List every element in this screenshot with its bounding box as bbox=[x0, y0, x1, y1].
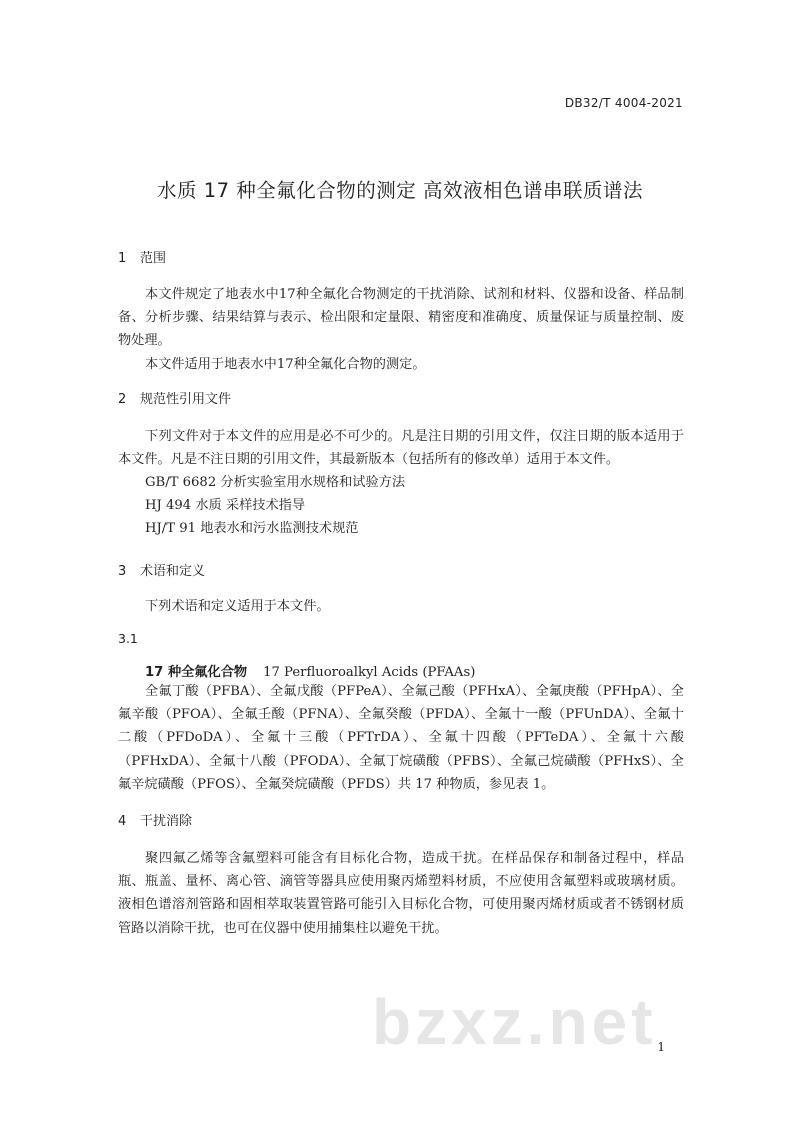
paragraph: 全氟丁酸（PFBA）、全氟戊酸（PFPeA）、全氟己酸（PFHxA）、全氟庚酸（PFHpA）、全氟辛酸（PFOA）、全氟壬酸（PFNA）、全氟癸酸（PFDA）、全氟十一酸（PFUnDA）、全氟十二酸（PFDoDA）、全氟十三酸（PFTrDA）、全氟十四酸（PFTeDA）、全氟十六酸（PFHxDA）、全氟十八酸（PFODA）、全氟丁烷磺酸（PFBS）、全氟己烷磺酸（PFHxS）、全氟辛烷磺酸（PFOS）、全氟癸烷磺酸（PFDS）共 17 种物质，参见表 1。 bbox=[118, 684, 684, 792]
section-4-heading bbox=[118, 810, 192, 829]
section-title: 干扰消除 bbox=[140, 814, 193, 829]
section-1-body bbox=[118, 283, 684, 376]
section-2-heading bbox=[118, 388, 231, 407]
section-3-heading bbox=[118, 560, 205, 579]
reference-list bbox=[145, 471, 405, 541]
section-1-heading bbox=[118, 247, 166, 266]
standard-number: DB32/T 4004-2021 bbox=[564, 96, 683, 110]
reference-item: HJ/T 91 地表水和污水监测技术规范 bbox=[145, 521, 359, 537]
term-number: 3.1 bbox=[118, 631, 138, 646]
section-number: 3 bbox=[118, 564, 127, 579]
page-number: 1 bbox=[657, 1040, 665, 1054]
section-number: 4 bbox=[118, 814, 127, 829]
paragraph: 聚四氟乙烯等含氟塑料可能含有目标化合物，造成干扰。在样品保存和制备过程中，样品瓶、瓶盖、量杯、离心管、滴管等器具应使用聚丙烯塑料材质，不应使用含氟塑料或玻璃材质。液相色谱溶剂管路和固相萃取装置管路可能引入目标化合物，可使用聚丙烯材质或者不锈钢材质管路以消除干扰，也可在仪器中使用捕集柱以避免干扰。 bbox=[118, 851, 684, 936]
paragraph: 本文件规定了地表水中17种全氟化合物测定的干扰消除、试剂和材料、仪器和设备、样品制备、分析步骤、结果结算与表示、检出限和定量限、精密度和准确度、质量保证与质量控制、废物处理。 bbox=[118, 287, 684, 349]
section-title: 术语和定义 bbox=[140, 564, 206, 579]
section-2-body bbox=[118, 425, 684, 471]
paragraph: 本文件适用于地表水中17种全氟化合物的测定。 bbox=[145, 356, 426, 372]
term-name-en: 17 Perfluoroalkyl Acids (PFAAs) bbox=[263, 665, 476, 680]
section-3-body bbox=[118, 595, 684, 618]
document-title: 水质 17 种全氟化合物的测定 高效液相色谱串联质谱法 bbox=[157, 179, 643, 202]
term-name-cn: 17 种全氟化合物 bbox=[145, 665, 248, 680]
term-definition bbox=[118, 680, 684, 796]
section-title: 范围 bbox=[140, 251, 167, 266]
paragraph: 下列文件对于本文件的应用是必不可少的。凡是注日期的引用文件，仅注日期的版本适用于本文件。凡是不注日期的引用文件，其最新版本（包括所有的修改单）适用于本文件。 bbox=[118, 429, 684, 468]
reference-item: GB/T 6682 分析实验室用水规格和试验方法 bbox=[145, 475, 406, 490]
section-number: 2 bbox=[118, 392, 127, 407]
reference-item: HJ 494 水质 采样技术指导 bbox=[145, 498, 306, 514]
section-number: 1 bbox=[118, 251, 127, 266]
watermark: bzxz.net bbox=[372, 986, 657, 1058]
section-title: 规范性引用文件 bbox=[140, 392, 232, 407]
section-4-body bbox=[118, 847, 684, 940]
term-entry bbox=[145, 661, 475, 680]
paragraph: 下列术语和定义适用于本文件。 bbox=[145, 599, 330, 614]
